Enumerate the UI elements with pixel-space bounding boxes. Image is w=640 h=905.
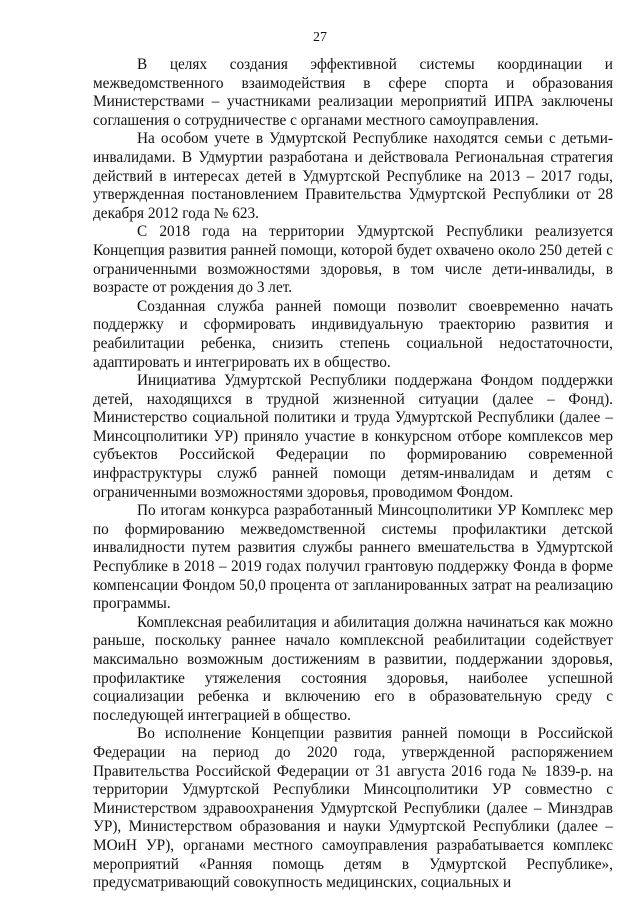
- paragraph-early-help-service: Созданная служба ранней помощи позволит своевременно начать поддержку и сформировать индивидуальную траекторию развития и реабилитации ребенка, снизить степень социальной недостаточности, адаптировать и интегрировать их в общество.: [93, 297, 613, 371]
- paragraph-rehabilitation: Комплексная реабилитация и абилитация должна начинаться как можно раньше, поскольку раннее начало комплексной реабилитации содействует максимально возможным достижениям в развитии, поддержании здоровья, профилактике утяжеления состояния здоровья, наиболее успешной социализации ребенка и включению его в образовательную среду с последующей интеграцией в общество.: [93, 613, 613, 724]
- paragraph-fund-initiative: Инициатива Удмуртской Республики поддержана Фондом поддержки детей, находящихся в трудной жизненной ситуации (далее – Фонд). Министерство социальной политики и труда Удмуртской Республики (далее – Минсоцполитики УР) приняло участие в конкурсном отборе комплексов мер субъектов Российской Федерации по формированию современной инфраструктуры служб ранней помощи детям-инвалидам и детям с ограниченными возможностями здоровья, проводимом Фондом.: [93, 372, 613, 501]
- paragraph-concept-implementation: Во исполнение Концепции развития ранней помощи в Российской Федерации на период до 2020 года, утвержденной распоряжением Правительства Российской Федерации от 31 августа 2016 года № 1839-р. на территории Удмуртской Республики Минсоцполитики УР совместно с Министерством здравоохранения Удмуртской Республики (далее – Минздрав УР), Министерством образования и науки Удмуртской Республики (далее – МОиН УР), органами местного самоуправления разрабатывается комплекс мероприятий «Ранняя помощь детям в Удмуртской Республике», предусматривающий совокупность медицинских, социальных и: [93, 725, 613, 892]
- paragraph-families: На особом учете в Удмуртской Республике находятся семьи с детьми-инвалидами. В Удмуртии разработана и действовала Региональная стратегия действий в интересах детей в Удмуртской Республике на 2013 – 2017 годы, утвержденная постановлением Правительства Удмуртской Республики от 28 декабря 2012 года № 623.: [93, 130, 613, 222]
- paragraph-competition-results: По итогам конкурса разработанный Минсоцполитики УР Комплекс мер по формированию межведомственной системы профилактики детской инвалидности путем развития службы раннего вмешательства в Удмуртской Республике в 2018 – 2019 годах получил грантовую поддержку Фонда в форме компенсации Фондом 50,0 процента от запланированных затрат на реализацию программы.: [93, 502, 613, 613]
- page-number: 27: [313, 30, 327, 45]
- paragraph-early-help-concept: С 2018 года на территории Удмуртской Республики реализуется Концепция развития ранней помощи, которой будет охвачено около 250 детей с ограниченными возможностями здоровья, в том числе дети-инвалиды, в возрасте от рождения до 3 лет.: [93, 223, 613, 297]
- document-body: [93, 56, 613, 893]
- paragraph-coordination: В целях создания эффективной системы координации и межведомственного взаимодействия в сфере спорта и образования Министерствами – участниками реализации мероприятий ИПРА заключены соглашения о сотрудничестве с органами местного самоуправления.: [93, 56, 613, 129]
